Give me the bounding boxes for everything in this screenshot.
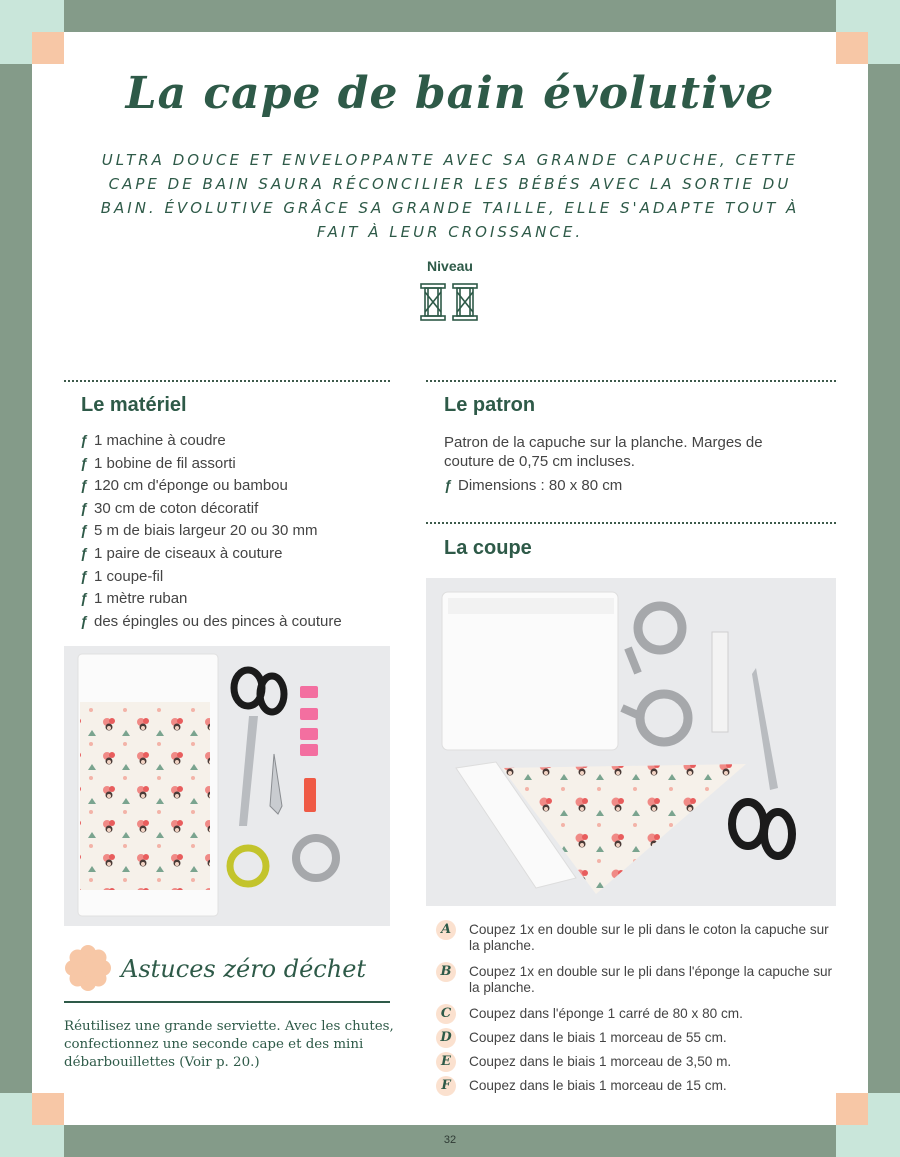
step-text: Coupez dans le biais 1 morceau de 3,50 m. — [469, 1054, 732, 1069]
tick-icon: ƒ — [80, 612, 88, 629]
flower-icon — [64, 944, 112, 992]
divider — [426, 522, 836, 524]
list-item: ƒ 1 coupe-fil — [80, 565, 390, 588]
astuces-rule — [64, 1001, 390, 1003]
intro-text: ULTRA DOUCE ET ENVELOPPANTE AVEC SA GRANDE CAPUCHE, CETTE CAPE DE BAIN SAURA RÉCONCILIER LES BÉBÉS AVEC LA SORTIE DU BAIN. ÉVOLUTIVE GRÂCE SA GRANDE TAILLE, ELLE S'ADAPTE TOUT À FAIT À LEUR CROISSANCE. — [100, 151, 800, 241]
thread-spool-icon — [452, 283, 478, 321]
list-item: ƒ 1 machine à coudre — [80, 429, 390, 452]
list-item: ƒ 1 bobine de fil assorti — [80, 452, 390, 475]
list-item: ƒ 5 m de biais largeur 20 ou 30 mm — [80, 519, 390, 542]
cutting-photo — [426, 578, 836, 906]
corner-accent-bottom-left — [32, 1093, 64, 1125]
tick-icon: ƒ — [80, 477, 88, 494]
niveau-rating — [420, 283, 480, 323]
frame-top — [64, 0, 836, 32]
patron-heading: Le patron — [444, 394, 536, 416]
tick-icon: ƒ — [80, 499, 88, 516]
tick-icon: ƒ — [444, 477, 452, 493]
step-text: Coupez dans le biais 1 morceau de 15 cm. — [469, 1078, 727, 1093]
list-item: ƒ des épingles ou des pinces à couture — [80, 610, 390, 633]
page-number: 32 — [443, 1134, 457, 1146]
corner-accent-bottom-right — [836, 1093, 868, 1125]
step-badge: D — [436, 1028, 456, 1048]
astuces-heading: Astuces zéro déchet — [121, 955, 367, 983]
niveau-label: Niveau — [427, 258, 473, 274]
corner-accent-top-right — [836, 32, 868, 64]
step-text: Coupez 1x en double sur le pli dans le coton la capuche sur la planche. — [469, 922, 829, 953]
frame-right — [868, 64, 900, 1093]
step-text: Coupez 1x en double sur le pli dans l'éponge la capuche sur la planche. — [469, 964, 833, 995]
step-text: Coupez dans le biais 1 morceau de 55 cm. — [469, 1030, 727, 1045]
tick-icon: ƒ — [80, 567, 88, 584]
list-item: ƒ 30 cm de coton décoratif — [80, 497, 390, 520]
tick-icon: ƒ — [80, 522, 88, 539]
page-title: La cape de bain évolutive — [125, 68, 775, 119]
materiel-heading: Le matériel — [81, 394, 187, 416]
thread-spool-icon — [420, 283, 446, 321]
step-badge: F — [436, 1076, 456, 1096]
tick-icon: ƒ — [80, 544, 88, 561]
step-text: Coupez dans l'éponge 1 carré de 80 x 80 cm. — [469, 1006, 743, 1021]
divider — [426, 380, 836, 382]
corner-accent-top-left — [32, 32, 64, 64]
list-item: ƒ 1 mètre ruban — [80, 587, 390, 610]
step-badge: E — [436, 1052, 456, 1072]
materials-photo — [64, 646, 390, 926]
list-item: ƒ 120 cm d'éponge ou bambou — [80, 474, 390, 497]
tick-icon: ƒ — [80, 432, 88, 448]
step-badge: C — [436, 1004, 456, 1024]
coupe-heading: La coupe — [444, 537, 532, 559]
patron-text: Patron de la capuche sur la planche. Marges de couture de 0,75 cm incluses. — [444, 434, 763, 470]
step-badge: A — [436, 920, 456, 940]
tick-icon: ƒ — [80, 590, 88, 607]
patron-dimensions: ƒ Dimensions : 80 x 80 cm — [444, 477, 623, 494]
list-item: ƒ 1 paire de ciseaux à couture — [80, 542, 390, 565]
frame-left — [0, 64, 32, 1093]
materiel-list — [80, 429, 390, 632]
divider — [64, 380, 390, 382]
step-badge: B — [436, 962, 456, 982]
tick-icon: ƒ — [80, 454, 88, 471]
astuces-text: Réutilisez une grande serviette. Avec les chutes, confectionnez une seconde cape et des mini débarbouillettes (Voir p. 20.) — [64, 1019, 394, 1070]
